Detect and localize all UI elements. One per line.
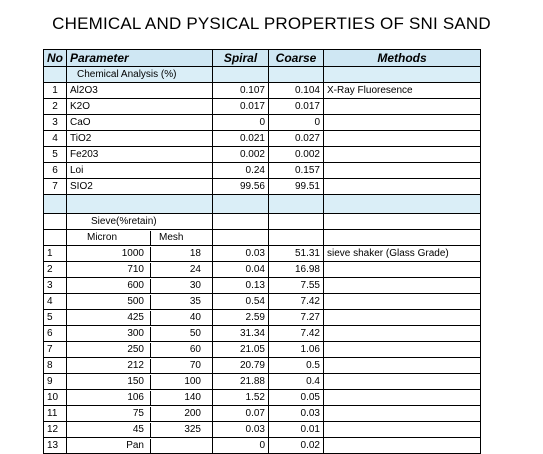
spiral-cell: 0.002 [213,147,269,163]
sieve-section-label: Sieve(%retain) [67,214,213,230]
coarse-cell: 0.027 [269,131,324,147]
row-number: 5 [44,147,67,163]
parameter-cell: Loi [67,163,213,179]
micron-value: 710 [127,263,144,275]
micron-mesh-cell [67,438,213,454]
spiral-cell: 0.07 [213,406,269,422]
micron-value: 75 [132,407,144,419]
micron-mesh-cell [67,246,213,262]
micron-value: Pan [126,439,144,451]
coarse-cell: 0.01 [269,422,324,438]
sieve-row [44,422,481,438]
parameter-cell: Al2O3 [67,83,213,99]
sieve-row [44,390,481,406]
coarse-cell: 7.42 [269,294,324,310]
method-cell [324,147,481,163]
coarse-cell: 7.55 [269,278,324,294]
row-number: 10 [44,390,67,406]
sieve-row [44,438,481,454]
row-number: 2 [44,262,67,278]
method-cell [324,406,481,422]
micron-mesh-cell [67,278,213,294]
sieve-row [44,342,481,358]
coarse-cell: 99.51 [269,179,324,195]
spiral-cell: 0.13 [213,278,269,294]
parameter-cell: SIO2 [67,179,213,195]
micron-mesh-cell [67,358,213,374]
row-number: 12 [44,422,67,438]
row-number: 7 [44,342,67,358]
method-cell [324,390,481,406]
properties-table [43,49,481,454]
coarse-cell: 0.017 [269,99,324,115]
row-number: 3 [44,278,67,294]
sieve-row [44,278,481,294]
sieve-row [44,310,481,326]
spiral-cell: 21.88 [213,374,269,390]
coarse-cell: 0.05 [269,390,324,406]
micron-value: 212 [127,359,144,371]
mesh-value: 30 [150,279,204,293]
sieve-subheader-row [44,230,481,246]
mesh-value: 50 [150,327,204,341]
chemical-row [44,83,481,99]
row-number: 6 [44,163,67,179]
spiral-cell: 0.54 [213,294,269,310]
row-number: 2 [44,99,67,115]
spiral-cell: 21.05 [213,342,269,358]
micron-mesh-cell [67,390,213,406]
coarse-cell: 0.4 [269,374,324,390]
row-number: 7 [44,179,67,195]
method-cell [324,438,481,454]
document-title: CHEMICAL AND PYSICAL PROPERTIES OF SNI SAND [52,14,491,33]
micron-value: 106 [127,391,144,403]
spiral-cell: 20.79 [213,358,269,374]
spiral-cell: 0.03 [213,422,269,438]
spiral-cell: 0.021 [213,131,269,147]
sieve-row [44,358,481,374]
method-cell [324,326,481,342]
coarse-cell: 0.157 [269,163,324,179]
method-cell [324,294,481,310]
sieve-row [44,294,481,310]
header-methods: Methods [324,50,481,67]
mesh-header: Mesh [150,231,204,245]
row-number: 13 [44,438,67,454]
sieve-row [44,262,481,278]
coarse-cell: 0.02 [269,438,324,454]
row-number: 11 [44,406,67,422]
sieve-row [44,326,481,342]
row-number: 4 [44,294,67,310]
header-spiral: Spiral [213,50,269,67]
chemical-row [44,163,481,179]
mesh-value: 18 [150,247,204,261]
coarse-cell: 7.42 [269,326,324,342]
method-cell [324,131,481,147]
micron-mesh-cell [67,326,213,342]
spiral-cell: 0 [213,115,269,131]
mesh-value: 24 [150,263,204,277]
method-cell [324,310,481,326]
spiral-cell: 0.24 [213,163,269,179]
micron-value: 500 [127,295,144,307]
chemical-row [44,131,481,147]
spiral-cell: 99.56 [213,179,269,195]
coarse-cell: 0.002 [269,147,324,163]
micron-value: 425 [127,311,144,323]
chemical-row [44,147,481,163]
chemical-section-row [44,67,481,83]
method-cell [324,374,481,390]
sieve-row [44,374,481,390]
micron-value: 1000 [121,247,144,259]
parameter-cell: CaO [67,115,213,131]
spiral-cell: 0 [213,438,269,454]
header-row [44,50,481,67]
method-cell [324,179,481,195]
header-no: No [44,50,67,67]
row-number: 3 [44,115,67,131]
method-cell [324,115,481,131]
micron-mesh-cell [67,374,213,390]
method-cell [324,99,481,115]
sieve-section-row [44,214,481,230]
row-number: 1 [44,246,67,262]
mesh-value: 40 [150,311,204,325]
method-cell [324,422,481,438]
spiral-cell: 0.04 [213,262,269,278]
sieve-row [44,246,481,262]
micron-mesh-cell [67,294,213,310]
coarse-cell: 0.03 [269,406,324,422]
mesh-value: 140 [150,391,204,405]
micron-value: 600 [127,279,144,291]
method-cell [324,278,481,294]
chemical-section-label: Chemical Analysis (%) [67,67,213,83]
method-cell [324,163,481,179]
spiral-cell: 2.59 [213,310,269,326]
micron-value: 150 [127,375,144,387]
row-number: 4 [44,131,67,147]
mesh-value: 200 [150,407,204,421]
method-cell [324,358,481,374]
micron-value: 300 [127,327,144,339]
mesh-value: 60 [150,343,204,357]
micron-value: 250 [127,343,144,355]
method-cell: X-Ray Fluoresence [324,83,481,99]
parameter-cell: Fe203 [67,147,213,163]
coarse-cell: 51.31 [269,246,324,262]
row-number: 5 [44,310,67,326]
header-coarse: Coarse [269,50,324,67]
row-number: 9 [44,374,67,390]
coarse-cell: 0 [269,115,324,131]
micron-mesh-cell [67,422,213,438]
spiral-cell: 0.03 [213,246,269,262]
micron-mesh-cell [67,406,213,422]
spiral-cell: 0.017 [213,99,269,115]
row-number: 1 [44,83,67,99]
coarse-cell: 0.5 [269,358,324,374]
sieve-row [44,406,481,422]
micron-mesh-cell [67,310,213,326]
coarse-cell: 1.06 [269,342,324,358]
method-cell [324,342,481,358]
method-cell [324,262,481,278]
micron-mesh-cell [67,262,213,278]
coarse-cell: 7.27 [269,310,324,326]
spiral-cell: 1.52 [213,390,269,406]
method-cell: sieve shaker (Glass Grade) [324,246,481,262]
header-parameter: Parameter [67,50,213,67]
coarse-cell: 0.104 [269,83,324,99]
spiral-cell: 0.107 [213,83,269,99]
micron-mesh-cell [67,342,213,358]
parameter-cell: K2O [67,99,213,115]
spiral-cell: 31.34 [213,326,269,342]
mesh-value: 100 [150,375,204,389]
spacer-row [44,195,481,214]
mesh-value: 325 [150,423,204,437]
micron-value: 45 [132,423,144,435]
mesh-value: 70 [150,359,204,373]
chemical-row [44,179,481,195]
row-number: 8 [44,358,67,374]
row-number: 6 [44,326,67,342]
chemical-row [44,99,481,115]
mesh-value [150,439,204,453]
coarse-cell: 16.98 [269,262,324,278]
chemical-row [44,115,481,131]
micron-header: Micron [87,231,118,243]
mesh-value: 35 [150,295,204,309]
parameter-cell: TiO2 [67,131,213,147]
